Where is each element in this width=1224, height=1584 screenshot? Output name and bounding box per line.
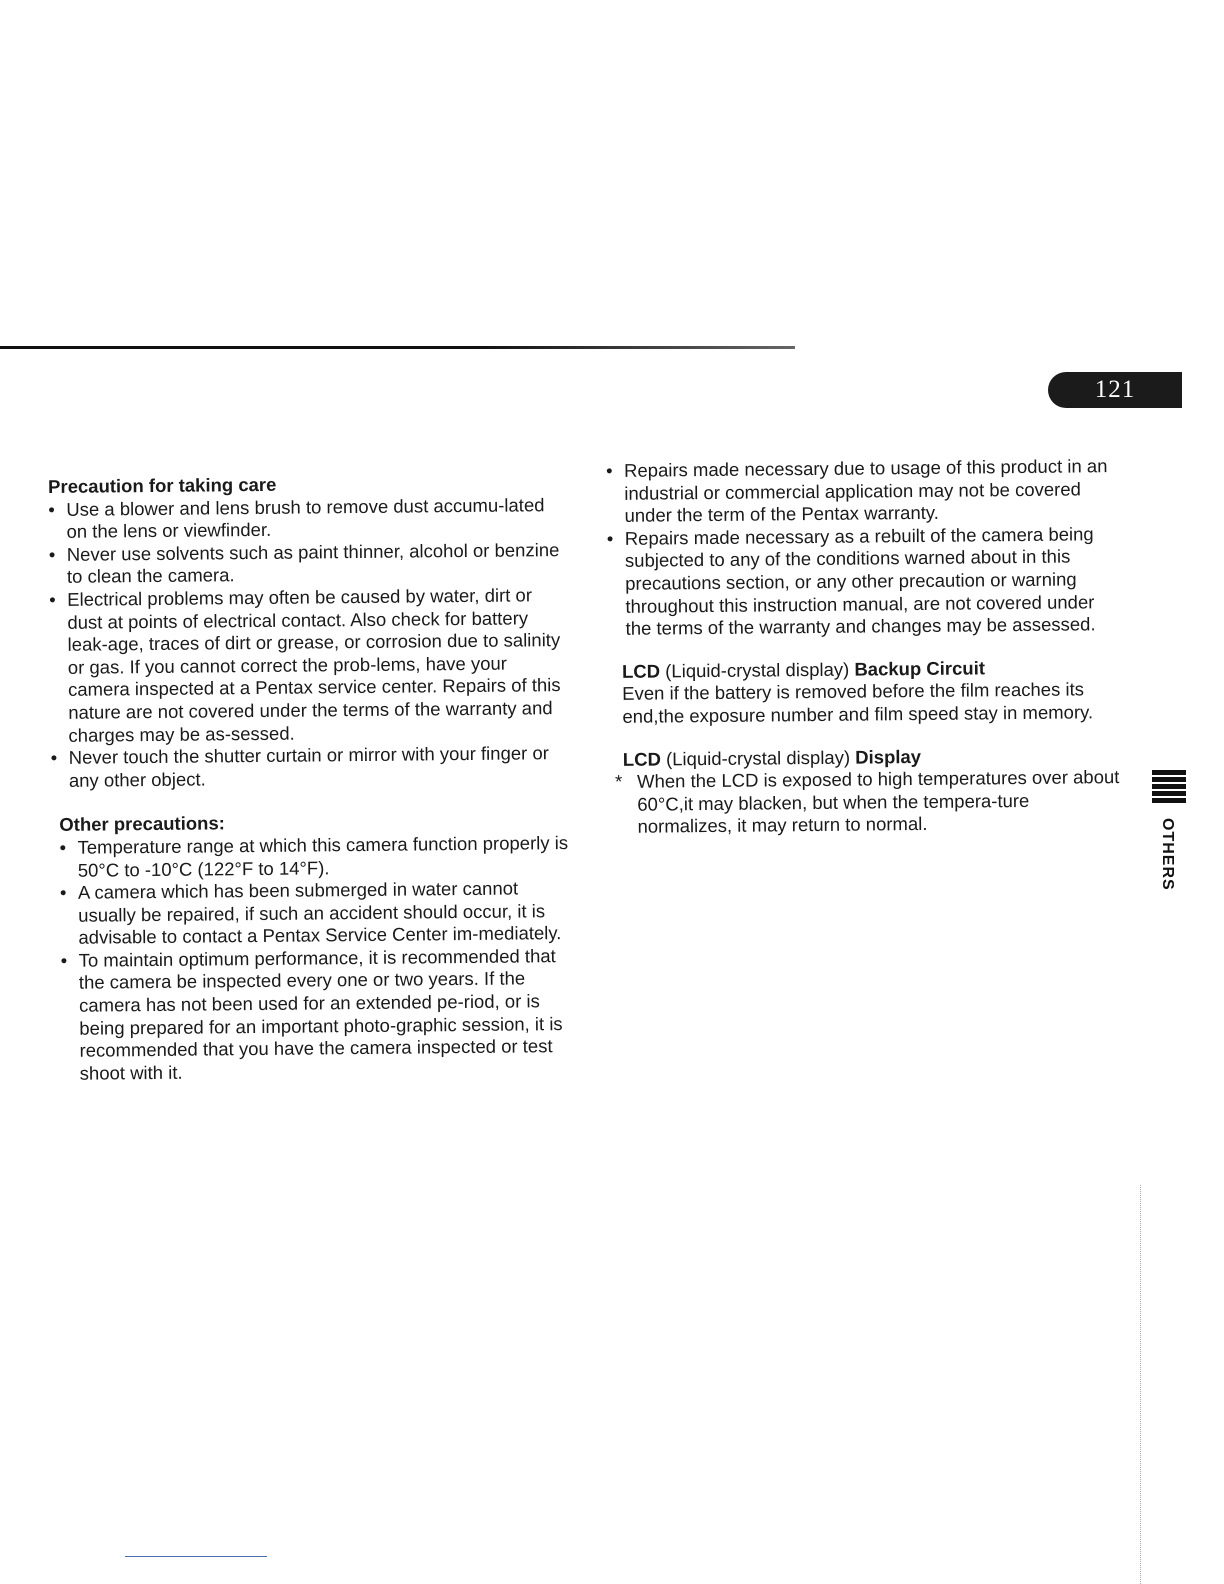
header-rule <box>0 346 795 349</box>
care-list <box>48 494 571 793</box>
page-edge-line <box>1140 1185 1142 1584</box>
list-item: • A camera which has been submerged in water cannot usually be repaired, if such an accident should occur, it is advisable to contact a Pentax Service Center im-mediately. <box>60 877 573 950</box>
list-item: • Never touch the shutter curtain or mirror with your finger or any other object. <box>51 742 571 792</box>
backup-heading-prefix: LCD <box>621 660 661 682</box>
right-column <box>606 455 1122 839</box>
list-item: • Temperature range at which this camera function properly is 50°C to -10°C (122°F to 14°F). <box>59 832 571 882</box>
list-item: • Never use solvents such as paint thinner, alcohol or benzine to clean the camera. <box>49 539 569 589</box>
list-item: • Repairs made necessary as a rebuilt of the camera being subjected to any of the conditions warned about in this precautions section, or any other precaution or warning throughout this instruction manual, are not covered under the terms of the warranty and changes may be assessed. <box>607 523 1120 641</box>
page-number-badge: 121 <box>1048 372 1182 408</box>
section-tab-label: OTHERS <box>1159 818 1176 891</box>
asterisk-icon: * <box>614 770 623 793</box>
list-item: • Electrical problems may often be caused by water, dirt or dust at points of electrical contact. Also check for battery leak-age, traces of dirt or grease, or corrosion due to salinity or gas. If you cannot correct the prob-lems, have your camera inspected at a Pentax service center. Repairs of this nature are not covered under the terms of the warranty and charges may be as-sessed. <box>49 584 570 747</box>
other-heading: Other precautions: <box>59 812 225 836</box>
display-notes <box>609 766 1122 839</box>
other-list <box>51 832 573 1086</box>
tab-bars-icon <box>1152 770 1186 803</box>
list-item: • Use a blower and lens brush to remove dust accumu-lated on the lens or viewfinder. <box>48 494 568 544</box>
list-item: • To maintain optimum performance, it is recommended that the camera be inspected every one or two years. If the camera has not been used for an extended pe-riod, or is being prepared for an important photo-graphic session, it is recommended that you have the camera inspected or test shoot with it. <box>61 945 574 1085</box>
section-tab <box>1152 770 1186 891</box>
note-item <box>609 766 1122 839</box>
repairs-list <box>606 455 1120 641</box>
backup-body: Even if the battery is removed before the film reaches its end,the exposure number and film speed stay in memory. <box>622 678 1094 727</box>
footer-rule <box>125 1556 267 1557</box>
display-heading-prefix: LCD <box>622 748 662 770</box>
note-text: When the LCD is exposed to high temperatures over about 60°C,it may blacken, but when the tempera-ture normalizes, it may return to normal. <box>636 766 1120 838</box>
display-heading-paren: (Liquid-crystal display) <box>665 746 851 769</box>
care-heading: Precaution for taking care <box>48 473 277 497</box>
left-column <box>48 471 574 1085</box>
backup-heading-paren: (Liquid-crystal display) <box>665 658 850 682</box>
backup-heading-suffix: Backup Circuit <box>854 657 986 680</box>
display-heading-suffix: Display <box>855 745 922 768</box>
list-item: • Repairs made necessary due to usage of this product in an industrial or commercial application may not be covered under the term of the Pentax warranty. <box>606 455 1119 528</box>
